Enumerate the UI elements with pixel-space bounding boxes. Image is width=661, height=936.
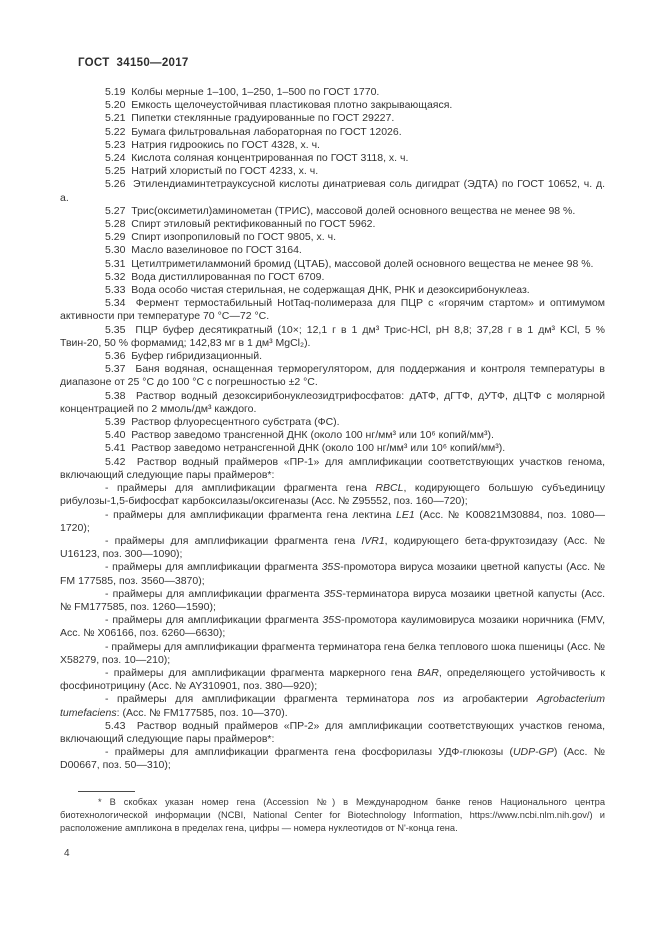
primer-le1 (60, 509, 605, 535)
text-run: 5.24 Кислота соляная концентрированная по ГОСТ 3118, х. ч. (105, 152, 409, 165)
item-5-41 (60, 442, 605, 455)
text-run: , определяющего устойчивость к фосфинотрицину (Асс. № AY310901, поз. 380—920); (60, 666, 605, 693)
text-run: из агробактерии (434, 693, 537, 706)
gene-name: BAR (417, 666, 439, 679)
item-5-21 (60, 112, 605, 125)
text-run: - праймеры для амплификации фрагмента (105, 561, 322, 574)
text-run: 5.28 Спирт этиловый ректификованный по ГОСТ 5962. (105, 218, 376, 231)
text-run: - праймеры для амплификации фрагмента гена лектина (105, 508, 396, 521)
text-run: 5.40 Раствор заведомо трансгенной ДНК (около 100 нг/мм³ или 10⁶ копий/мм³). (105, 429, 494, 442)
text-run: 5.42 Раствор водный праймеров «ПР-1» для амплификации соответствующих участков генома, включающий следующие пары праймеров*: (60, 455, 605, 481)
text-run: 5.37 Баня водяная, оснащенная терморегулятором, для поддержания и контроля температуры в диапазоне от 25 °С до 100 °С с погрешностью ±2 °С. (60, 363, 605, 389)
gene-name: LE1 (396, 508, 415, 521)
text-run: -промотора каулимовируса мозаики норичника (FMV, Асс. № X06166, поз. 6260—6630); (60, 614, 605, 640)
gene-name: 35S (322, 614, 342, 627)
item-5-29 (60, 231, 605, 244)
text-run: 5.39 Раствор флуоресцентного субстрата (ФС). (105, 416, 340, 429)
text-run: 5.32 Вода дистиллированная по ГОСТ 6709. (105, 270, 325, 283)
primer-ivr1 (60, 535, 605, 561)
gene-name: nos (417, 693, 435, 706)
text-run: 5.25 Натрий хлористый по ГОСТ 4233, х. ч. (105, 165, 319, 178)
text-run: 5.23 Натрия гидроокись по ГОСТ 4328, х. ч. (105, 138, 320, 151)
text-run: 5.27 Трис(оксиметил)аминометан (ТРИС), массовой долей основного вещества не менее 98 %. (105, 204, 576, 217)
item-5-26 (60, 178, 605, 204)
primer-35s-terminator-camv (60, 588, 605, 614)
text-run: 5.21 Пипетки стеклянные градуированные по ГОСТ 29227. (105, 112, 395, 125)
item-5-27 (60, 205, 605, 218)
primer-35s-promoter-camv (60, 561, 605, 587)
gene-name: RBCL (375, 482, 404, 495)
footnote-text: * В скобках указан номер гена (Accession №) в Международном банке генов Национального центра биотехнологической информации (NCBI, National Center for Biotechnology Information, https://www.ncbi.nlm.nih.gov/) и расположение ампликона в пределах гена, цифры — номера нуклеотидов от N'-конца гена. (60, 797, 605, 833)
item-5-33 (60, 284, 605, 297)
text-run: 5.31 Цетилтриметиламмоний бромид (ЦТАБ), массовой долей основного вещества не менее 98 %. (105, 257, 594, 270)
item-5-25 (60, 165, 605, 178)
item-5-39 (60, 416, 605, 429)
page-number: 4 (64, 848, 70, 859)
text-run: - праймеры для амплификации фрагмента (105, 587, 324, 600)
gene-name: UDP-GP (512, 746, 554, 759)
text-run: 5.43 Раствор водный праймеров «ПР-2» для амплификации соответствующих участков генома, включающий следующие пары праймеров*: (60, 719, 605, 745)
text-run: - праймеры для амплификации фрагмента гена фосфорилазы УДФ-глюкозы ( (105, 746, 513, 759)
gene-name: 35S (321, 561, 341, 574)
text-run: - праймеры для амплификации фрагмента гена (105, 482, 376, 495)
primer-udp-gp (60, 746, 605, 772)
text-run: - праймеры для амплификации фрагмента (105, 614, 323, 627)
item-5-32 (60, 271, 605, 284)
document-body (60, 86, 605, 773)
item-5-31 (60, 258, 605, 271)
text-run: 5.41 Раствор заведомо нетрансгенной ДНК (около 100 нг/мм³ или 10⁶ копий/мм³). (105, 442, 506, 455)
item-5-34 (60, 297, 605, 323)
item-5-42 (60, 456, 605, 482)
item-5-23 (60, 139, 605, 152)
text-run: - праймеры для амплификации фрагмента маркерного гена (105, 666, 418, 679)
text-run: - праймеры для амплификации фрагмента терминатора гена белка теплового шока пшеницы (Асс. № X58279, поз. 10—210); (60, 640, 605, 666)
item-5-37 (60, 363, 605, 389)
item-5-22 (60, 126, 605, 139)
text-run: (Асс. № K00821M30884, поз. 1080—1720); (60, 508, 605, 534)
item-5-35 (60, 324, 605, 350)
item-5-40 (60, 429, 605, 442)
gene-name: IVR1 (361, 534, 385, 547)
text-run: -терминатора вируса мозаики цветной капусты (Асс. № FM177585, поз. 1260—1590); (60, 587, 605, 613)
item-5-20 (60, 99, 605, 112)
gene-name: 35S (323, 587, 343, 600)
item-5-19 (60, 86, 605, 99)
text-run: 5.29 Спирт изопропиловый по ГОСТ 9805, х. ч. (105, 231, 336, 244)
text-run: 5.36 Буфер гибридизационный. (105, 350, 263, 363)
item-5-43 (60, 720, 605, 746)
gene-name: Agrobacterium tumefaciens (60, 693, 605, 719)
text-run: : (Асс. № FM177585, поз. 10—370). (116, 706, 288, 719)
footnote-block (60, 791, 605, 835)
item-5-38 (60, 390, 605, 416)
item-5-36 (60, 350, 605, 363)
primer-bar (60, 667, 605, 693)
text-run: 5.22 Бумага фильтровальная лабораторная по ГОСТ 12026. (105, 125, 402, 138)
text-run: - праймеры для амплификации фрагмента гена (105, 534, 362, 547)
text-run: 5.33 Вода особо чистая стерильная, не содержащая ДНК, РНК и дезоксирибонуклеаз. (105, 284, 530, 297)
text-run: -промотора вируса мозаики цветной капусты (Асс. № FM 177585, поз. 3560—3870); (60, 561, 605, 587)
document-title: ГОСТ 34150—2017 (78, 57, 189, 69)
text-run: 5.35 ПЦР буфер десятикратный (10×; 12,1 г в 1 дм³ Трис-HCl, pH 8,8; 37,28 г в 1 дм³ KCl, 5 % Твин-20, 50 % формамид; 142,83 мг в 1 дм³ MgCl₂). (60, 323, 605, 349)
text-run: 5.20 Емкость щелочеустойчивая пластиковая плотно закрывающаяся. (105, 99, 453, 112)
primer-35s-promoter-fmv (60, 614, 605, 640)
text-run: - праймеры для амплификации фрагмента терминатора (105, 693, 418, 706)
primer-nos-terminator (60, 693, 605, 719)
primer-wheat-hsp-terminator (60, 641, 605, 667)
text-run: 5.38 Раствор водный дезоксирибонуклеозидтрифосфатов: дАТФ, дГТФ, дУТФ, дЦТФ с молярной концентрацией по 2 ммоль/дм³ каждого. (60, 389, 605, 415)
text-run: 5.19 Колбы мерные 1–100, 1–250, 1–500 по ГОСТ 1770. (105, 86, 380, 98)
text-run: , кодирующего большую субъединицу рибулозы-1,5-бифосфат карбоксилазы/оксигеназы (Асс. № Z95552, поз. 160—720); (60, 482, 605, 508)
item-5-30 (60, 244, 605, 257)
footnote-separator (78, 791, 135, 792)
text-run: 5.34 Фермент термостабильный HotTaq-полимераза для ПЦР с «горячим стартом» и оптимумом активности при температуре 70 °С—72 °С. (60, 297, 605, 323)
primer-rbcl (60, 482, 605, 508)
text-run: 5.26 Этилендиаминтетрауксусной кислоты динатриевая соль дигидрат (ЭДТА) по ГОСТ 10652, ч. д. а. (60, 178, 605, 204)
item-5-24 (60, 152, 605, 165)
text-run: ) (Асс. № D00667, поз. 50—310); (60, 746, 605, 772)
text-run: , кодирующего бета-фруктозидазу (Асс. № U16123, поз. 300—1090); (60, 534, 605, 561)
item-5-28 (60, 218, 605, 231)
text-run: 5.30 Масло вазелиновое по ГОСТ 3164. (105, 244, 302, 257)
